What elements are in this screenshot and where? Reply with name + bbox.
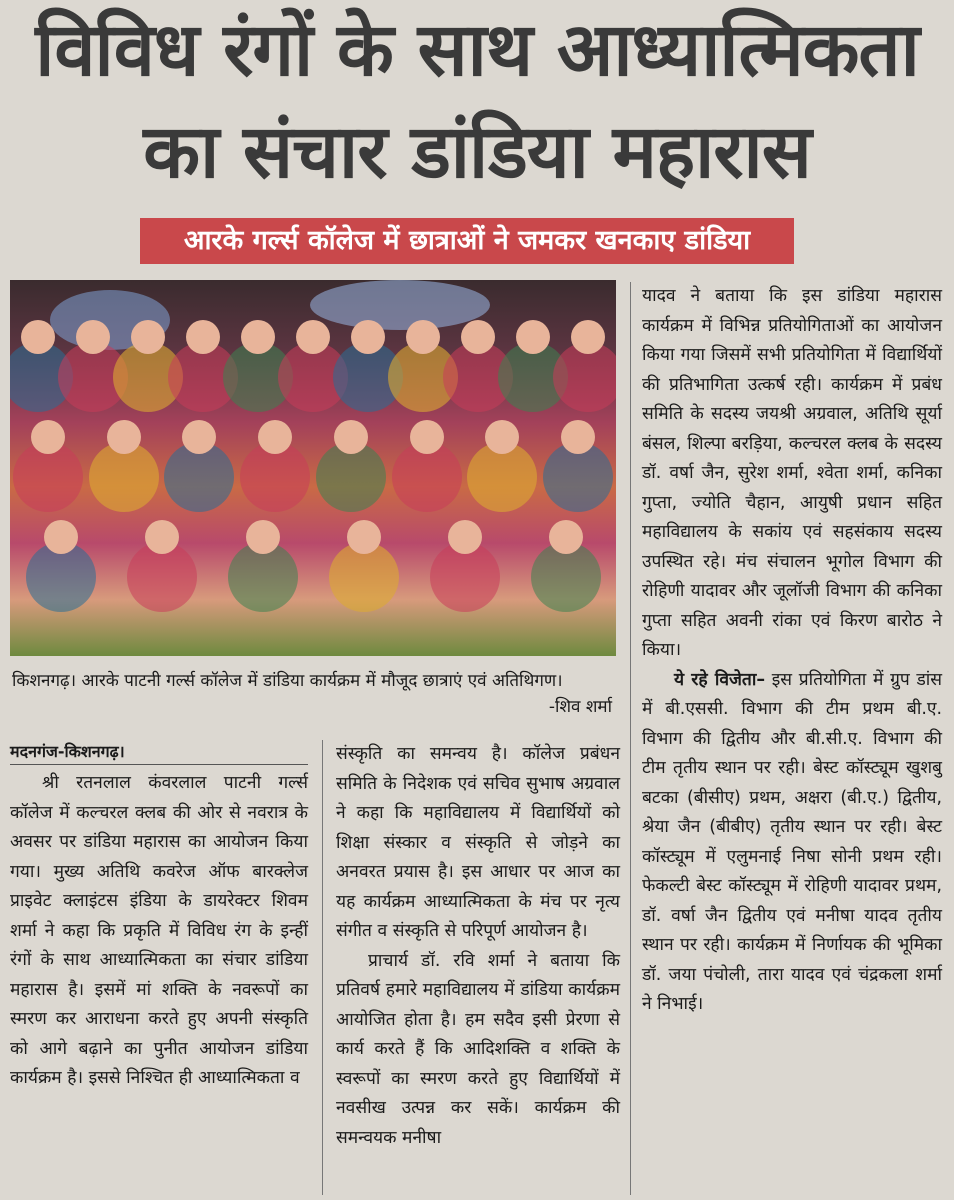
dateline: मदनगंज-किशनगढ़। xyxy=(10,740,308,765)
column-3-para-2: इस प्रतियोगिता में ग्रुप डांस में बी.एससी. विभाग की टीम प्रथम बी.ए. विभाग की द्वितीय और बी.सी.ए. विभाग की टीम तृतीय स्थान पर रही। बेस्ट कॉस्ट्यूम खुशबु बटका (बीसीए) प्रथम, अक्षरा (बी.ए.) द्वितीय, श्रेया जैन (बीबीए) तृतीय स्थान पर रही। बेस्ट कॉस्ट्यूम में एलुमनाई निषा सोनी प्रथम रही। फेकल्टी बेस्ट कॉस्ट्यूम में रोहिणी यादावर प्रथम, डॉ. वर्षा जैन द्वितीय एवं मनीषा यादव तृतीय स्थान पर रही। कार्यक्रम में निर्णायक की भूमिका डॉ. जया पंचोली, तारा यादव एवं चंद्रकला शर्मा ने निभाई। xyxy=(642,669,943,1014)
caption-text: किशनगढ़। आरके पाटनी गर्ल्स कॉलेज में डांडिया कार्यक्रम में मौजूद छात्राएं एवं अतिथिगण। xyxy=(12,671,563,691)
photo-caption xyxy=(12,668,612,717)
deck-banner: आरके गर्ल्स कॉलेज में छात्राओं ने जमकर खनकाए डांडिया xyxy=(140,218,794,264)
headline-line-2: का संचार डांडिया महारास xyxy=(143,109,811,195)
article-column-3 xyxy=(642,282,942,1020)
column-1-body: श्री रतनलाल कंवरलाल पाटनी गर्ल्स कॉलेज में कल्चरल क्लब की ओर से नवरात्र के अवसर पर डांडिया महारास का आयोजन किया गया। मुख्य अतिथि कवरेज ऑफ बारक्लेज प्राइवेट क्लाइंटस इंडिया के डायरेक्टर शिवम शर्मा ने कहा कि प्रकृति में विविध रंग के इन्हीं रंगों के साथ आध्यात्मिकता का संचार डांडिया महारास है। इसमें मां शक्ति के नवरूपों का स्मरण कर आराधना करते हुए अपनी संस्कृति को आगे बढ़ाने का पुनीत आयोजन डांडिया कार्यक्रम है। इससे निश्चित ही आध्यात्मिकता व xyxy=(10,773,308,1088)
event-photo xyxy=(10,280,616,656)
headline-line-1: विविध रंगों के साथ आध्यात्मिकता xyxy=(35,7,919,93)
article-column-2 xyxy=(336,740,620,1153)
winners-subhead: ये रहे विजेता– xyxy=(674,669,766,690)
column-divider xyxy=(322,740,323,1195)
photo-credit: -शिव शर्मा xyxy=(548,697,612,717)
column-2-para-1: संस्कृति का समन्वय है। कॉलेज प्रबंधन समिति के निदेशक एवं सचिव सुभाष अग्रवाल ने कहा कि महाविद्यालय में विद्यार्थियों को शिक्षा संस्कार व संस्कृति से जोड़ने का अनवरत प्रयास है। इस आधार पर आज का यह कार्यक्रम आध्यात्मिकता के मंच पर नृत्य संगीत व संस्कृति से परिपूर्ण आयोजन है। xyxy=(336,744,620,941)
column-3-para-1: यादव ने बताया कि इस डांडिया महारास कार्यक्रम में विभिन्न प्रतियोगिताओं का आयोजन किया गया जिसमें सभी प्रतियोगिता में विद्यार्थियों की प्रतिभागिता उत्कर्ष रही। कार्यक्रम में प्रबंध समिति के सदस्य जयश्री अग्रवाल, अतिथि सूर्या बंसल, शिल्पा बरड़िया, कल्चरल क्लब के सदस्य डॉ. वर्षा जैन, सुरेश शर्मा, श्वेता शर्मा, कनिका गुप्ता, ज्योति चैहान, आयुषी प्रधान सहित महाविद्यालय के सकांय एवं सहसंकाय सदस्य उपस्थित रहे। मंच संचालन भूगोल विभाग की रोहिणी यादावर और जूलॉजी विभाग की कनिका गुप्ता सहित अवनी रांका एवं किरण बारोठ ने किया। xyxy=(642,286,942,660)
column-2-para-2: प्राचार्य डॉ. रवि शर्मा ने बताया कि प्रतिवर्ष हमारे महाविद्यालय में डांडिया कार्यक्रम आयोजित होता है। हम सदैव इसी प्रेरणा से कार्य करते हैं कि आदिशक्ति व शक्ति के स्वरूपों का स्मरण करते हुए विद्यार्थियों में नवसीख उत्पन्न कर सकें। कार्यक्रम की समन्वयक मनीषा xyxy=(336,950,620,1148)
article-column-1 xyxy=(10,740,308,1094)
column-divider xyxy=(630,282,631,1195)
